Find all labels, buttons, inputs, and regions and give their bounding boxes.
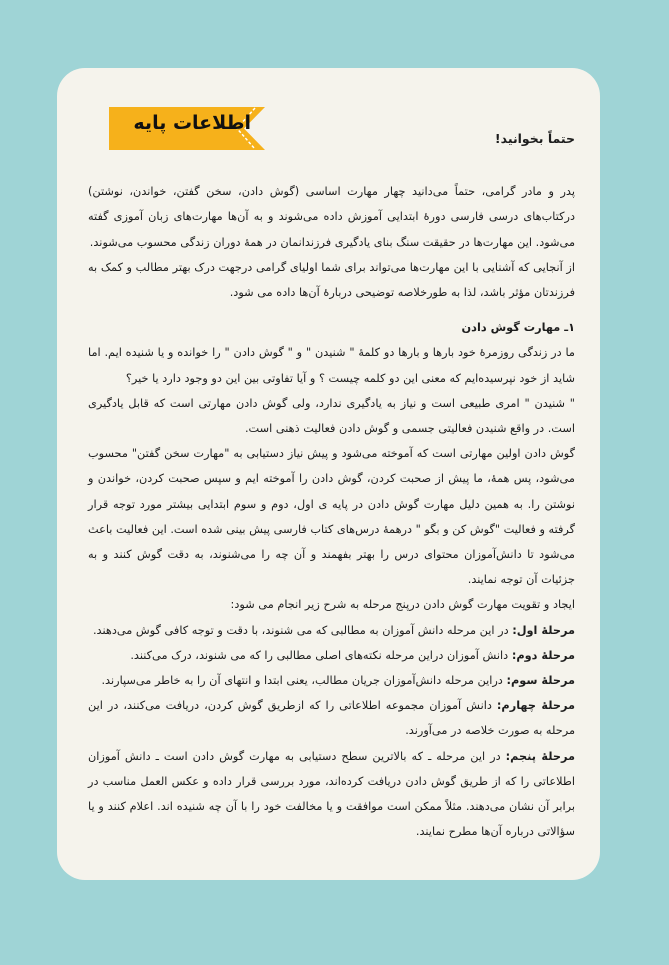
stage-text: در این مرحله ـ که بالاترین سطح دستیابی به مهارت گوش دادن است ـ دانش آموزان اطلاعاتی را که از طریق گوش دادن دریافت کرده‌اند، مورد بررسی قرار داده و عکس العمل مناسب در برابر آن نشان می‌دهند. مثلاً ممکن است موافقت و یا مخالفت خود را با آن چه شنیده اند. اعلام کنند و یا سؤالاتی درباره آن‌ها مطرح نمایند. (88, 749, 575, 839)
section-title: ۱ـ مهارت گوش دادن (461, 321, 575, 335)
paragraph-purpose: از آنجایی که آشنایی با این مهارت‌ها می‌تواند برای شما اولیای گرامی درجهت درک بهتر مطالب و کمک به فرزندتان مؤثر باشد، لذا به طورخلاصه توضیحی دربارهٔ آن‌ها داده می شود. (88, 260, 575, 300)
stage-text: دانش آموزان مجموعه اطلاعاتی را که ازطریق گوش کردن، دریافت می‌کنند، در این مرحله به صورت خلاصه در می‌آورند. (88, 699, 575, 738)
document-body (88, 126, 575, 844)
paragraph-intro: پدر و مادر گرامی، حتماً می‌دانید چهار مهارت اساسی (گوش دادن، سخن گفتن، خواندن، نوشتن) درکتاب‌های درسی فارسی دورهٔ ابتدایی آموزش داده می‌شوند و به آن‌ها مهارت‌های زبان آموزی گفته می‌شود. این مهارت‌ها در حقیقت سنگ بنای یادگیری فرزندانمان در همهٔ دوران زندگی محسوب می‌شوند. (88, 185, 575, 249)
stage-label: مرحلهٔ پنجم: (505, 749, 575, 763)
stage-item (88, 693, 575, 743)
stage-item (88, 668, 575, 693)
stage-label: مرحلهٔ دوم: (511, 648, 575, 662)
paragraph-question: ما در زندگی روزمرهٔ خود بارها و بارها دو کلمهٔ " شنیدن " و " گوش دادن " را خوانده و یا شنیده ایم. اما شاید از خود نپرسیده‌ایم که معنی این دو کلمه چیست ؟ و آیا تفاوتی بین این دو وجود دارد یا خیر؟ (88, 346, 575, 385)
stage-text: در این مرحله دانش آموزان به مطالبی که می شنوند، با دقت و توجه کافی گوش می‌دهند. (92, 623, 513, 637)
paragraph-hearing: " شنیدن " امری طبیعی است و نیاز به یادگیری ندارد، ولی گوش دادن مهارتی است که قابل یادگیری است. در واقع شنیدن فعالیتی جسمی و گوش دادن فعالیت ذهنی است. (88, 396, 575, 436)
stage-item (88, 744, 575, 845)
stage-item (88, 618, 575, 643)
stage-text: دراین مرحله دانش‌آموزان جریان مطالب، یعنی ابتدا و انتهای آن را به خاطر می‌سپارند. (101, 674, 507, 688)
stage-item (88, 643, 575, 668)
stage-label: مرحلهٔ سوم: (506, 674, 575, 688)
paragraph-stages-intro: ایجاد و تقویت مهارت گوش دادن درپنج مرحله به شرح زیر انجام می شود: (230, 598, 575, 612)
stage-label: مرحلهٔ چهارم: (496, 699, 575, 713)
stage-text: دانش آموزان دراین مرحله نکته‌های اصلی مطالبی را که می شنوند، درک می‌کنند. (130, 648, 512, 662)
stage-label: مرحلهٔ اول: (512, 623, 575, 637)
banner-title: اطلاعات پایه (133, 112, 251, 134)
must-read-heading: حتماً بخوانید! (494, 131, 575, 146)
paragraph-listening: گوش دادن اولین مهارتی است که آموخته می‌شود و پیش نیاز دستیابی به "مهارت سخن گفتن" محسوب می‌شود، پس همهٔ، ما پیش از صحبت کردن، گوش دادن را آموخته ایم و سپس صحبت کردن، خواندن و نوشتن را. به همین دلیل مهارت گوش دادن در پایه ی اول، دوم و سوم ابتدایی بیشتر مورد توجه قرار گرفته و فعالیت "گوش کن و بگو " درهمهٔ درس‌های کتاب فارسی پیش بینی شده است. این فعالیت باعث می‌شود تا دانش‌آموزان محتوای درس را بهتر بفهمند و آن چه را می‌شنوند، به دقت گوش کنند و به جزئیات آن توجه نمایند. (88, 447, 575, 587)
